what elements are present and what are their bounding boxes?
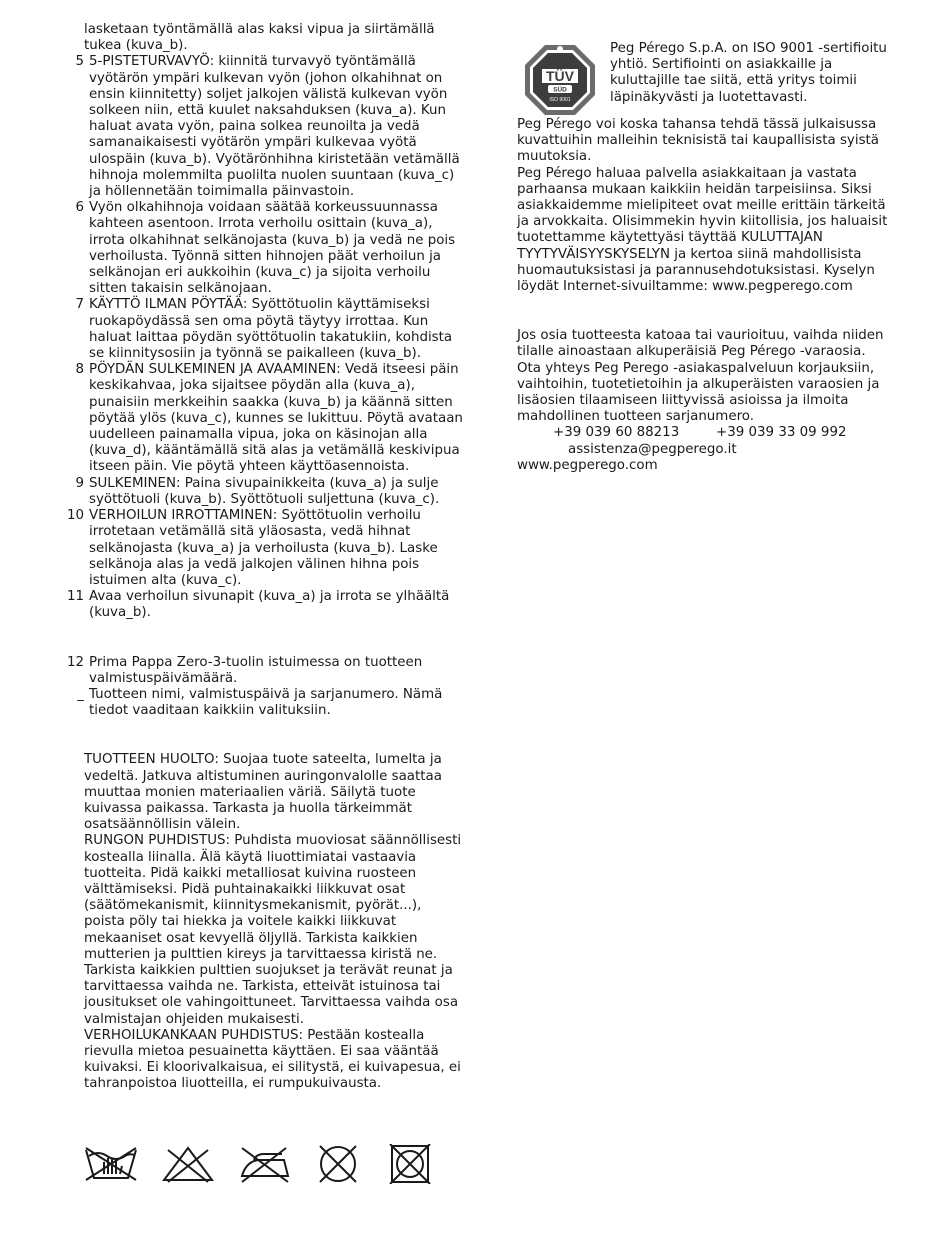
item-number: 12 (66, 654, 84, 670)
item-text: PÖYDÄN SULKEMINEN JA AVAAMINEN: Vedä itseesi päin keskikahvaa, joka sijaitsee pöydän alla (kuva_a), punaisiin merkkeihin saakka (kuva_b) ja käännä sitten pöytää ylös (kuva_c), kunnes se lukittuu. Pöytä avataan uudelleen painamalla vipua, joka on käsinojan alla (kuva_d), kääntämällä sitä alas ja vetämällä keskivipua itseen päin. Vie pöytä yhteen käyttöasennoista. (89, 362, 463, 475)
item-number: 6 (75, 200, 84, 216)
instruction-list (63, 54, 463, 621)
certification-text: Peg Pérego S.p.A. on ISO 9001 -sertifioitu yhtiö. Sertifiointi on asiakkaille ja kuluttajille tae siitä, että yritys toimii läpinäkyvästi ja luotettavasti. (610, 41, 887, 105)
item-text: Avaa verhoilun sivunapit (kuva_a) ja irrota se ylhäältä (kuva_b). (89, 589, 450, 621)
no-dry-clean-icon (312, 1144, 364, 1184)
right-column (517, 41, 889, 474)
website-url: www.pegperego.com (517, 457, 658, 473)
date-info-list (63, 655, 463, 720)
item-text: Tuotteen nimi, valmistuspäivä ja sarjanumero. Nämä tiedot vaaditaan kaikkiin valituksiin. (89, 686, 443, 719)
list-item (63, 508, 463, 589)
list-item (63, 200, 463, 297)
item-text: VERHOILUN IRROTTAMINEN: Syöttötuolin verhoilu irrotetaan vetämällä sitä yläosasta, vedä hihnat selkänojasta (kuva_a) ja verhoilusta (kuva_b). Laske selkänoja alas ja vedä jalkojen välinen hihna pois istuimen alta (kuva_c). (89, 508, 438, 588)
list-item (63, 362, 463, 475)
list-item (63, 297, 463, 362)
phone-1: +39 039 60 88213 (553, 425, 680, 441)
no-tumble-dry-icon (384, 1144, 436, 1184)
survey-text: Peg Pérego haluaa palvella asiakkaitaan ja vastata parhaansa mukaan kaikkiin heidän tarpeisiinsa. Siksi asiakkaidemme mielipiteet ovat meille erittäin tärkeitä ja arvokkaita. Olisimmekin hyvin kiitollisia, jos haluaisit tuotettamme käytettyäsi täyttää KULUTTAJAN TYYTYVÄISYYSKYSELYN ja kertoa siinä mahdollisista huomautuksistasi ja parannusehdotuksistasi. Kyselyn löydät Internet-sivuiltamme: www.pegperego.com (517, 165, 888, 295)
hand-wash-icon (82, 1144, 140, 1184)
changes-text: Peg Pérego voi koska tahansa tehdä tässä julkaisussa kuvattuihin malleihin teknisistä tai kaupallisista syistä muutoksia. (517, 117, 880, 165)
care-text: TUOTTEEN HUOLTO: Suojaa tuote sateelta, lumelta ja vedeltä. Jatkuva altistuminen auringonvalolle saattaa muuttaa monien materiaalien väriä. Säilytä tuote kuivassa paikassa. Tarkasta ja huolla tärkeimmät osatsäännöllisin välein. (84, 752, 442, 833)
list-item (63, 655, 463, 687)
item-number: 10 (66, 508, 84, 524)
list-item (63, 476, 463, 508)
list-item (63, 687, 463, 719)
item-number: 9 (75, 475, 84, 491)
left-column (63, 22, 463, 1093)
item-text: Prima Pappa Zero-3-tuolin istuimessa on tuotteen valmistuspäivämäärä. (89, 654, 423, 686)
svg-text:TÜV: TÜV (546, 68, 574, 84)
phone-2: +39 039 33 09 992 (716, 425, 847, 441)
list-item (63, 54, 463, 200)
item-number: 8 (75, 362, 84, 378)
no-iron-icon (236, 1144, 292, 1184)
item-text: Vyön olkahihnoja voidaan säätää korkeussuunnassa kahteen asentoon. Irrota verhoilu osittain (kuva_a), irrota olkahihnat selkänojasta (kuva_b) ja vedä ne pois verhoilusta. Työnnä sitten hihnojen päät verhoilun ja selkänojan eri aukkoihin (kuva_c) ja sijoita verhoilu sitten takaisin selkänojaan. (89, 200, 456, 297)
item-text: KÄYTTÖ ILMAN PÖYTÄÄ: Syöttötuolin käyttämiseksi ruokapöydässä sen oma pöytä täytyy irrottaa. Kun haluat laittaa pöydän syöttötuolin takatukiin, kohdista se kiinnitysosiin ja työnnä se paikalleen (kuva_b). (89, 297, 453, 362)
tuv-logo (523, 43, 597, 117)
no-bleach-icon (160, 1144, 216, 1184)
certification-block (517, 41, 889, 117)
care-symbols (82, 1144, 436, 1184)
service-text: Jos osia tuotteesta katoaa tai vaurioituu, vaihda niiden tilalle ainoastaan alkuperäisiä Peg Pérego -varaosia. Ota yhteys Peg Perego -asiakaspalveluun korjauksiin, vaihtoihin, tuotetietoihin ja alkuperäisten varaosien ja lisäosien tilaamiseen liittyvissä asioissa ja ilmoita mahdollinen tuotteen sarjanumero. (517, 328, 884, 425)
item-text: SULKEMINEN: Paina sivupainikkeita (kuva_a) ja sulje syöttötuoli (kuva_b). Syöttötuoli suljettuna (kuva_c). (89, 475, 440, 507)
fabric-cleaning-text: VERHOILUKANKAAN PUHDISTUS: Pestään kostealla rievulla mietoa pesuainetta käyttäen. Ei saa vääntää kuivaksi. Ei kloorivalkaisua, ei silitystä, ei kuivapesua, ei tahranpoistoa liuotteilla, ei rumpukuivausta. (84, 1027, 461, 1092)
email-address: assistenza@pegperego.it (568, 441, 737, 457)
item-number: 11 (66, 589, 84, 605)
intro-text: lasketaan työntämällä alas kaksi vipua ja siirtämällä tukea (kuva_b). (84, 22, 435, 54)
item-number: 7 (75, 297, 84, 313)
phone-numbers (517, 425, 889, 441)
item-text: 5-PISTETURVAVYÖ: kiinnitä turvavyö työntämällä vyötärön ympäri kulkevan vyön (johon olkahihnat on ensin kiinnitetty) soljet jalkojen välistä kulkevan vyön solkeen niin, että kuulet naksahduksen (kuva_a). Kun haluat avata vyön, paina solkea reunoilta ja vedä samanaikaisesti vyötärön ympäri kulkevaa vyötä ulospäin (kuva_b). Vyötärönhihna kiristetään vetämällä hihnoja molemmilta puolilta nuolen suuntaan (kuva_c) ja höllennetään toimimalla päinvastoin. (89, 54, 460, 200)
svg-text:SÜD: SÜD (553, 86, 567, 94)
svg-text:ISO 9001: ISO 9001 (549, 97, 571, 103)
frame-cleaning-text: RUNGON PUHDISTUS: Puhdista muoviosat säännöllisesti kostealla liinalla. Älä käytä liuottimiatai vastaavia tuotteita. Pidä kaikki metalliosat kuivina ruosteen välttämiseksi. Pidä puhtainakaikki liikkuvat osat (säätömekanismit, kiinnitysmekanismit, pyörät...), poista pöly tai hiekka ja voitele kaikki liikkuvat mekaaniset osat kevyellä öljyllä. Tarkista kaikkien mutterien ja pulttien kireys ja tarvittaessa kiristä ne. Tarkista kaikkien pulttien suojukset ja terävät reunat ja tarvittaessa vaihda ne. Tarkista, etteivät istuinosa tai jousitukset ole vahingoittuneet. Tarvittaessa vaihda osa valmistajan ohjeiden mukaisesti. (84, 833, 462, 1027)
list-item (63, 589, 463, 621)
item-number: _ (77, 686, 84, 702)
item-number: 5 (75, 54, 84, 70)
